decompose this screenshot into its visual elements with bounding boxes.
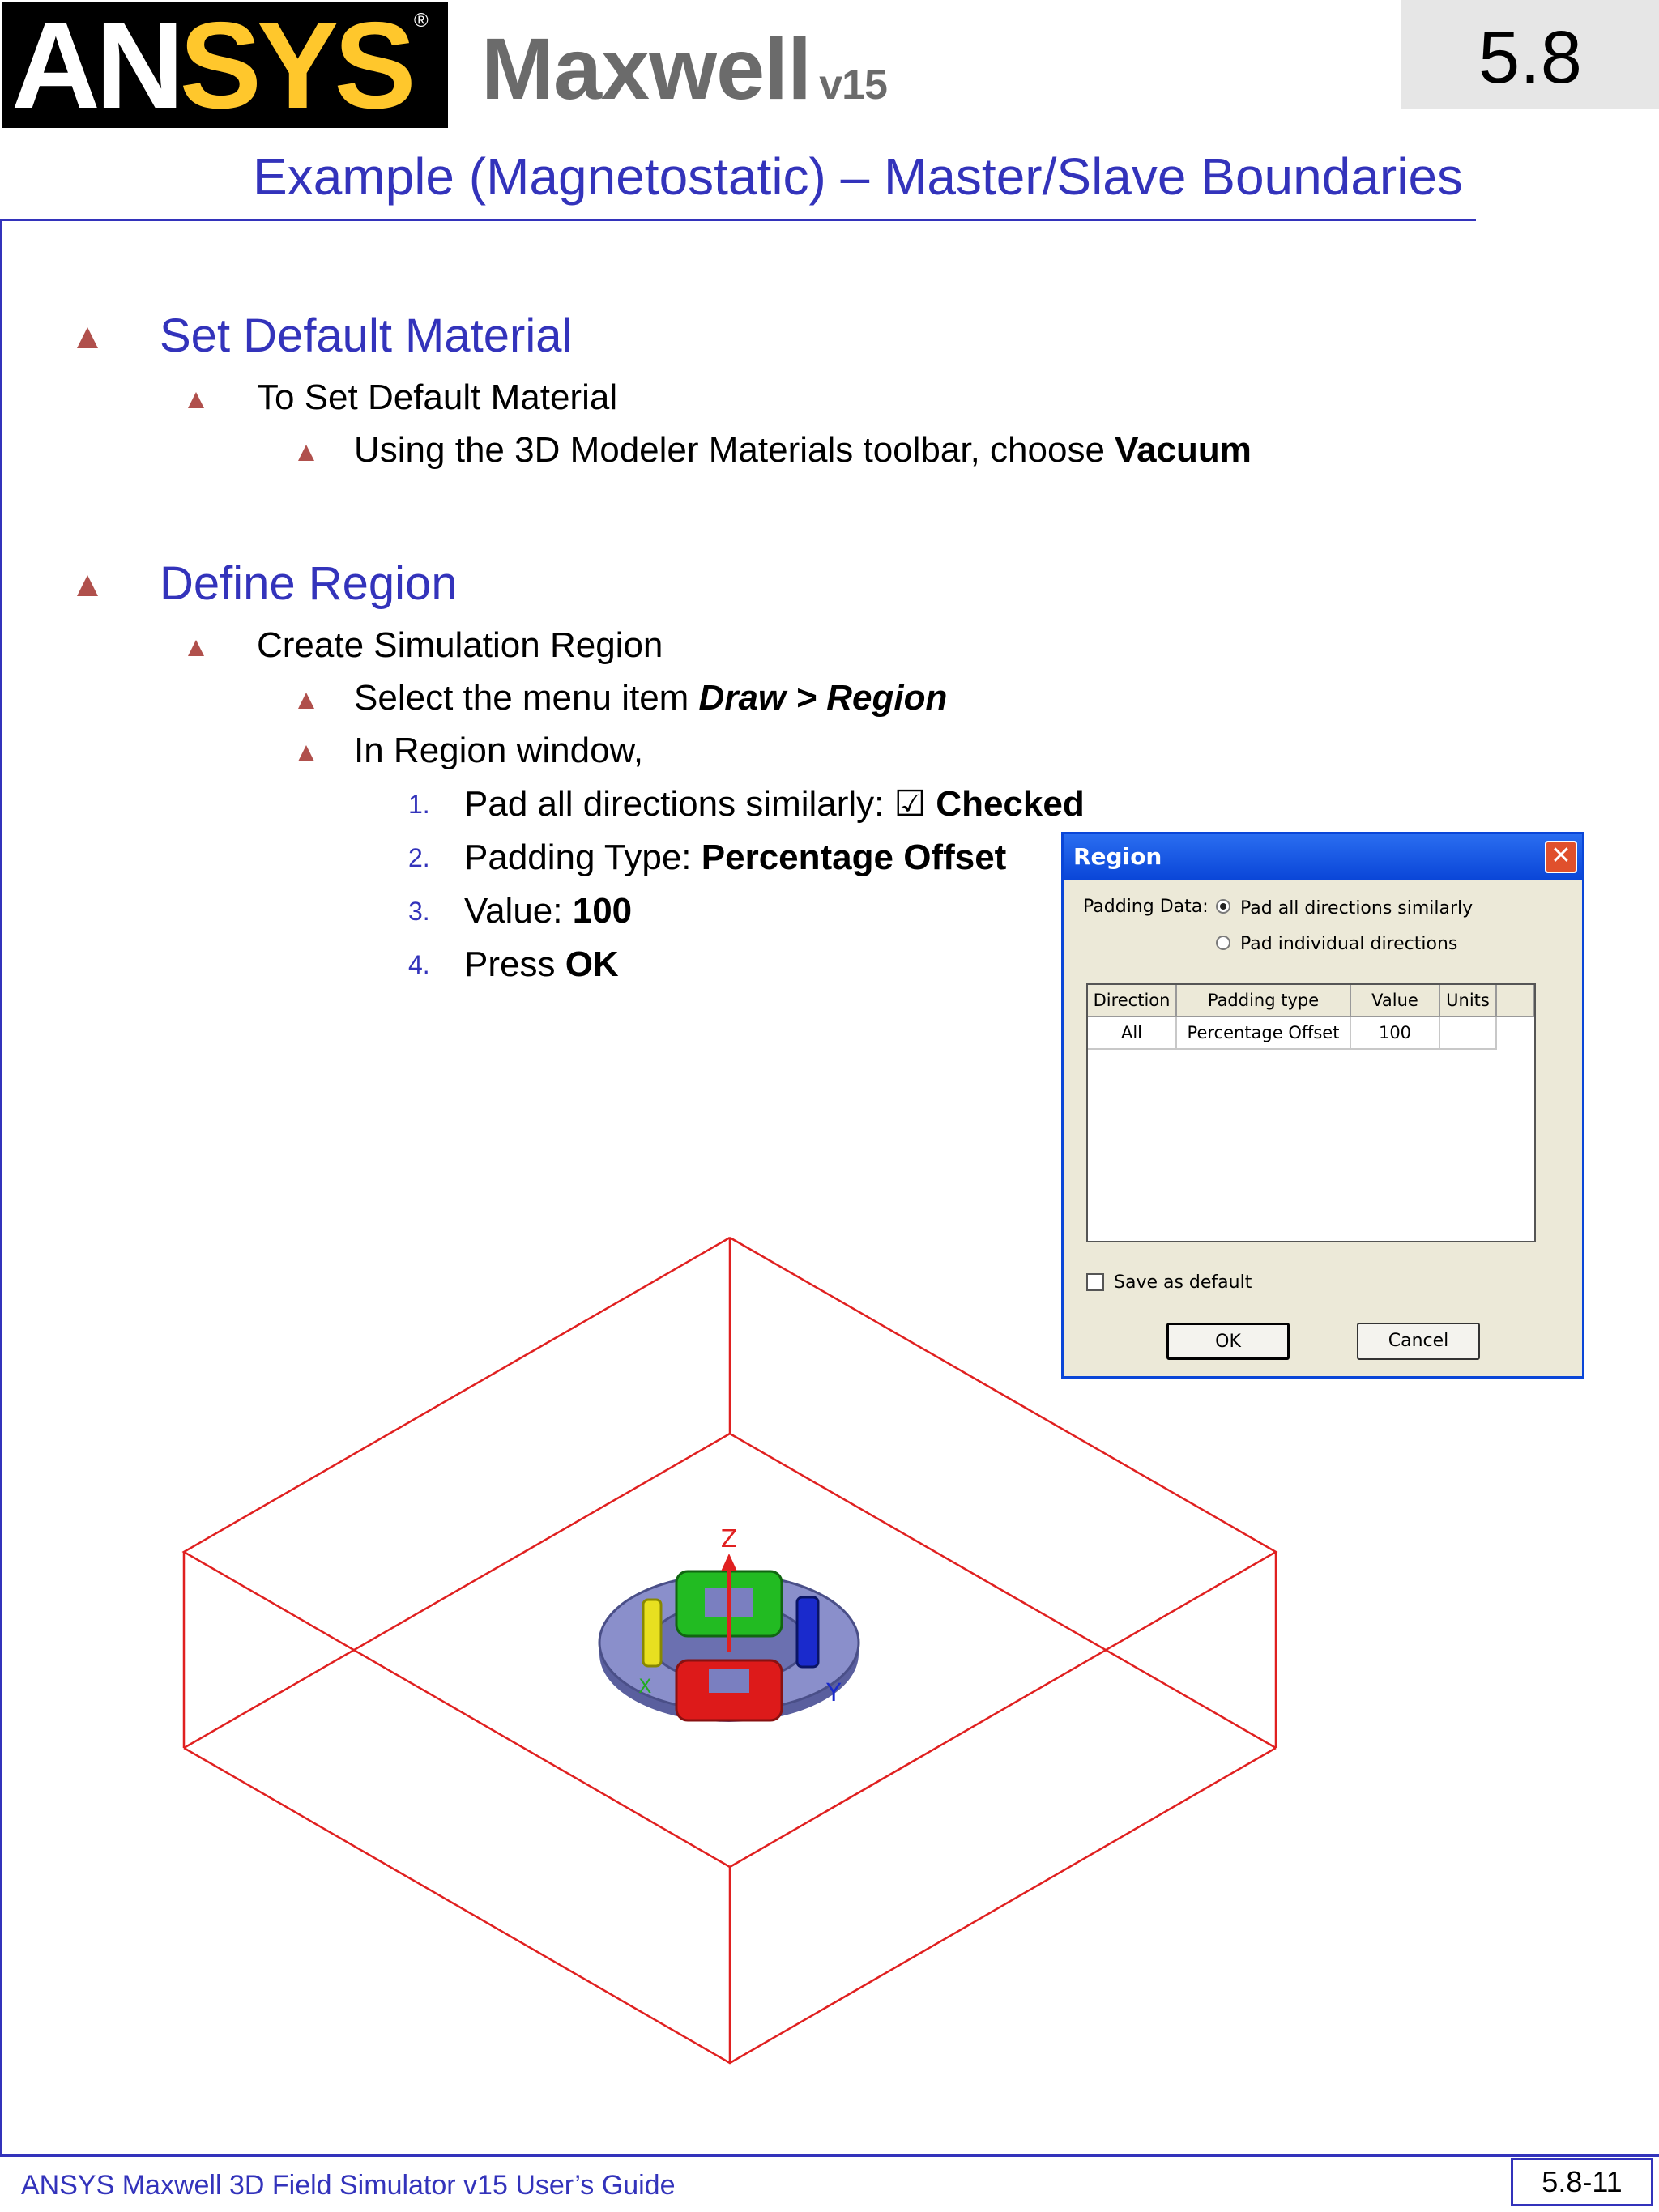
coil-red-inner [709,1669,749,1693]
coil-blue [797,1597,818,1667]
cell-value[interactable]: 100 [1351,1017,1440,1050]
page-title: Example (Magnetostatic) – Master/Slave Boundaries [253,147,1464,206]
step-value: Value: 100 [464,891,633,931]
cancel-button[interactable]: Cancel [1357,1323,1480,1360]
step-pad-directions: Pad all directions similarly: ☑ Checked [464,784,1085,824]
axis-x-label: X [638,1675,652,1698]
column-header-spacer [1497,985,1534,1017]
step-number: 4. [408,950,430,979]
radio-pad-all[interactable] [1216,899,1230,914]
footer-divider [0,2154,1659,2157]
axis-y-label: Y [826,1679,842,1707]
step-number: 2. [408,843,430,872]
instruction-vacuum: Using the 3D Modeler Materials toolbar, choose Vacuum [354,430,1252,470]
padding-table [1086,983,1536,1242]
cell-padding-type[interactable]: Percentage Offset [1177,1017,1351,1050]
column-header-padding-type[interactable]: Padding type [1177,985,1351,1017]
motor-model [599,1525,859,1722]
step-press-ok: Press OK [464,944,619,984]
column-header-value[interactable]: Value [1351,985,1440,1017]
radio-pad-individual-label[interactable]: Pad individual directions [1240,934,1458,954]
section-number: 5.8 [1478,16,1582,99]
footer-page-number: 5.8-11 [1542,2165,1623,2198]
padding-data-label: Padding Data: [1083,897,1209,917]
instruction-menu-item: Select the menu item Draw > Region [354,678,948,718]
ok-button[interactable]: OK [1166,1323,1290,1360]
footer-guide-title: ANSYS Maxwell 3D Field Simulator v15 User’s Guide [21,2170,676,2201]
radio-pad-all-label[interactable]: Pad all directions similarly [1240,898,1473,918]
cell-units[interactable] [1440,1017,1497,1050]
registered-mark: ® [414,10,429,32]
product-name: Maxwell v15 [481,19,887,117]
save-default-label[interactable]: Save as default [1114,1272,1252,1293]
cell-direction[interactable]: All [1088,1017,1177,1050]
column-header-units[interactable]: Units [1440,985,1497,1017]
column-header-direction[interactable]: Direction [1088,985,1177,1017]
instruction-region-window: In Region window, [354,731,644,770]
step-number: 3. [408,897,430,926]
step-number: 1. [408,790,430,819]
region-dialog [1061,832,1584,1379]
product-version: v15 [819,62,887,109]
subheading-create-region: Create Simulation Region [257,625,663,665]
close-icon[interactable]: ✕ [1545,841,1577,873]
subheading-set-default-material: To Set Default Material [257,377,618,417]
ansys-logo-text: ANSYS [11,0,412,134]
save-default-checkbox[interactable] [1086,1273,1104,1291]
axis-z-label: Z [720,1525,738,1554]
radio-pad-individual[interactable] [1216,936,1230,950]
coil-yellow [643,1600,661,1666]
dialog-title: Region [1073,843,1162,870]
section-heading-define-region: Define Region [160,557,458,610]
z-axis-arrow-icon [721,1554,737,1571]
section-heading-default-material: Set Default Material [160,309,573,362]
step-padding-type: Padding Type: Percentage Offset [464,837,1007,877]
